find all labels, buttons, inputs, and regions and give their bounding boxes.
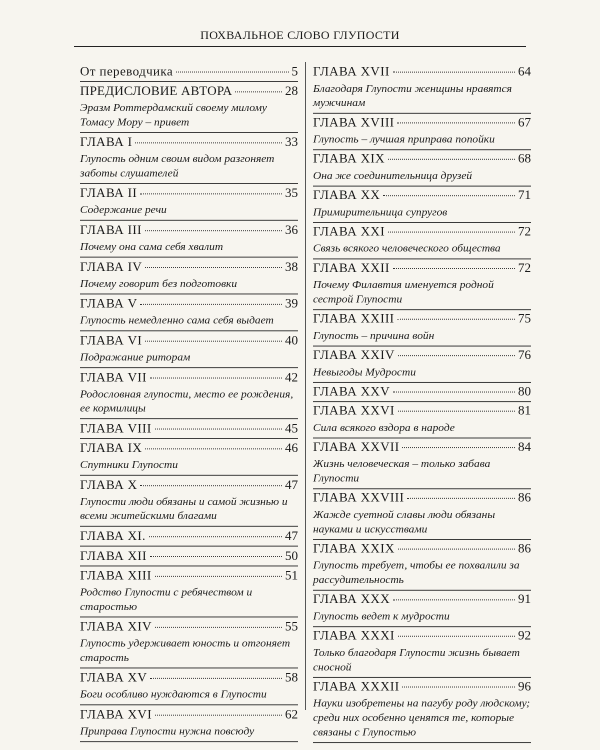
toc-title: ГЛАВА VII [80,370,147,385]
toc-page-number: 72 [518,223,531,239]
header-rule [74,46,526,47]
toc-entry[interactable] [313,64,531,114]
toc-page-number: 91 [518,591,531,607]
toc-title: ГЛАВА V [80,296,138,311]
toc-line [80,260,298,275]
toc-description: Глупость ведет к мудрости [313,610,450,623]
toc-line [313,64,531,79]
toc-description: Благодаря Глупости женщины нравятся мужчинам [313,83,512,110]
entry-rule [80,566,298,567]
toc-description: Глупость одним своим видом разгоняет заботы слушателей [80,153,275,180]
toc-title: ГЛАВА XIX [313,151,385,166]
leader-dots [155,576,282,577]
toc-description: Приправа Глупости нужна повсюду [80,726,255,738]
toc-title: ГЛАВА XXIX [313,540,395,556]
toc-entry[interactable] [313,384,531,402]
toc-description: Науки изобретены на пагубу роду людскому; среди них особенно ценятся те, которые связаны с Глупостью [313,698,531,739]
leader-dots [150,556,282,557]
toc-line [313,490,531,505]
entry-rule [313,258,531,259]
leader-dots [388,159,515,160]
toc-line [313,115,531,130]
leader-dots [176,72,288,73]
toc-entry[interactable] [313,188,531,223]
toc-entry[interactable] [313,347,531,382]
leader-dots [388,232,515,233]
entry-rule [80,257,298,258]
toc-line [80,619,298,634]
toc-entry[interactable] [80,619,298,668]
leader-dots [150,378,282,379]
toc-description: Глупость немедленно сама себя выдает [80,315,274,327]
toc-page-number: 86 [518,540,531,556]
toc-title: ГЛАВА XIII [80,568,152,583]
toc-entry[interactable] [313,311,531,346]
toc-line [80,670,298,685]
toc-description: Невыгоды Мудрости [313,366,416,379]
entry-rule [80,330,298,331]
entry-rule [313,222,531,223]
toc-line [80,186,298,201]
leader-dots [155,429,282,430]
toc-description: Почему говорит без подготовки [80,278,238,290]
toc-entry[interactable] [313,151,531,186]
leader-dots [155,715,282,716]
toc-line [80,478,298,493]
entry-rule [80,617,298,618]
leader-dots [140,193,282,194]
toc-line [313,403,531,418]
toc-description: Глупость удерживает юность и отгоняет старость [80,638,291,664]
entry-rule [313,382,531,383]
toc-page-number: 51 [285,568,298,583]
leader-dots [145,341,282,342]
toc-entry[interactable] [80,670,298,705]
entry-rule [80,81,298,82]
toc-title: ГЛАВА XXIV [313,347,395,362]
toc-page-number: 96 [518,678,531,694]
entry-rule [313,590,531,591]
toc-title: ГЛАВА VIII [80,421,152,436]
toc-page-number: 80 [518,383,531,399]
toc-title: ГЛАВА XXIII [313,311,395,326]
toc-page-number: 46 [285,440,298,455]
toc-description: Сила всякого вздора в народе [313,422,455,434]
toc-line [313,260,531,275]
toc-line [80,333,298,348]
toc-title: ГЛАВА XXII [313,260,390,275]
toc-page-number: 40 [285,333,298,348]
toc-title: ГЛАВА XXVIII [313,490,405,505]
toc-entry[interactable] [313,679,531,743]
toc-page-number: 39 [285,296,298,311]
toc-line [80,441,298,456]
entry-rule [80,704,298,705]
toc-line [313,384,531,399]
toc-title: ГЛАВА XVII [313,64,390,79]
entry-rule [313,401,531,402]
toc-title: ГЛАВА XXI [313,223,385,239]
leader-dots [150,678,282,679]
toc-title: ГЛАВА IX [80,440,143,455]
toc-page-number: 64 [518,64,531,79]
toc-title: ГЛАВА XV [80,670,148,685]
leader-dots [393,268,515,269]
leader-dots [145,230,282,231]
toc-entry[interactable] [80,707,298,742]
toc-line [313,592,531,607]
toc-description: Родство Глупости с ребячеством и старостью [80,587,253,613]
entry-rule [313,346,531,347]
toc-title: ГЛАВА XVI [80,707,152,722]
toc-entry[interactable] [313,541,531,591]
toc-line [80,370,298,385]
toc-line [80,64,298,79]
toc-description: Она же соединительница друзей [313,170,473,182]
leader-dots [402,687,515,688]
leader-dots [398,411,515,412]
toc-entry[interactable] [80,135,298,184]
leader-dots [135,142,282,143]
toc-line [80,421,298,436]
toc-title: ГЛАВА II [80,185,138,200]
toc-page-number: 81 [518,403,531,418]
toc-entry[interactable] [313,260,531,310]
toc-title: ГЛАВА XIV [80,619,152,634]
entry-rule [313,488,531,489]
leader-dots [155,627,282,628]
toc-line [80,223,298,238]
toc-page-number: 50 [285,548,298,563]
toc-line [80,568,298,583]
running-head: ПОХВАЛЬНОЕ СЛОВО ГЛУПОСТИ [200,28,400,42]
entry-rule [313,309,531,310]
toc-line [80,135,298,150]
entry-rule [313,539,531,540]
entry-rule [80,367,298,368]
leader-dots [393,72,515,73]
toc-page-number: 35 [285,185,298,200]
entry-rule [313,186,531,187]
toc-description: Подражание риторам [80,352,191,364]
toc-page-number: 72 [518,260,531,275]
toc-entry[interactable] [80,549,298,567]
toc-description: Эразм Роттердамский своему милому Томасу Мору – привет [80,102,267,129]
entry-rule [313,626,531,627]
toc-entry[interactable] [80,441,298,476]
toc-description: Связь всякого человеческого общества [313,243,501,255]
toc-entry[interactable] [313,115,531,150]
toc-title: ГЛАВА XXXI [313,628,395,643]
column-divider [305,62,306,710]
toc-page-number: 68 [518,151,531,166]
toc-title: ГЛАВА XXXII [313,678,400,694]
toc-page-number: 55 [285,619,298,634]
toc-page-number: 36 [285,222,298,237]
toc-page-number: 33 [285,134,298,149]
entry-rule [80,438,298,439]
toc-page-number: 42 [285,370,298,385]
entry-rule [80,741,298,742]
leader-dots [140,485,282,486]
toc-entry[interactable] [80,84,298,133]
toc-title: ГЛАВА XVIII [313,114,395,130]
toc-line [313,151,531,166]
leader-dots [145,448,282,449]
entry-rule [313,742,531,743]
toc-page-number: 28 [285,83,298,98]
toc-title: ГЛАВА XXV [313,383,390,399]
toc-entry[interactable] [313,403,531,438]
toc-line [313,628,531,643]
leader-dots [402,447,515,448]
toc-title: ПРЕДИСЛОВИЕ АВТОРА [80,83,233,98]
toc-title: ГЛАВА XXX [313,591,390,607]
entry-rule [313,677,531,678]
entry-rule [80,294,298,295]
entry-rule [80,183,298,184]
toc-line [313,188,531,203]
toc-line [313,439,531,454]
toc-entry[interactable] [80,296,298,331]
entry-rule [313,149,531,150]
toc-entry[interactable] [313,224,531,259]
toc-description: Примирительница супругов [313,206,448,219]
toc-title: ГЛАВА IV [80,259,143,274]
toc-line [80,296,298,311]
leader-dots [145,267,282,268]
toc-line [80,549,298,564]
leader-dots [149,536,282,537]
toc-line [313,679,531,694]
entry-rule [80,475,298,476]
toc-entry[interactable] [313,439,531,489]
toc-entry[interactable] [80,370,298,419]
toc-entry[interactable] [313,628,531,678]
leader-dots [407,498,515,499]
toc-page-number: 71 [518,187,531,202]
toc-page-number: 76 [518,347,531,362]
toc-title: ГЛАВА XXVI [313,403,395,418]
toc-entry[interactable] [80,478,298,527]
entry-rule [313,438,531,439]
toc-left-column [80,64,298,744]
toc-title: ГЛАВА III [80,222,142,237]
entry-rule [80,668,298,669]
leader-dots [393,599,515,600]
toc-entry[interactable] [80,421,298,439]
toc-description: Глупости люди обязаны и самой жизнью и всеми житейскими благами [80,496,288,523]
leader-dots [397,319,515,320]
entry-rule [80,220,298,221]
entry-rule [80,546,298,547]
toc-line [313,224,531,239]
toc-line [80,529,298,544]
leader-dots [397,122,515,123]
toc-page-number: 47 [285,528,298,543]
toc-title: ГЛАВА XII [80,548,147,563]
toc-description: Жизнь человеческая – только забава Глупости [313,458,491,485]
leader-dots [235,91,282,92]
toc-title: ГЛАВА XI. [80,528,146,543]
toc-description: Глупость – причина войн [313,330,435,342]
toc-page-number: 92 [518,628,531,643]
toc-page-number: 45 [285,421,298,436]
toc-entry[interactable] [80,568,298,617]
toc-description: Содержание речи [80,204,167,217]
toc-entry[interactable] [80,260,298,295]
toc-title: ГЛАВА XXVII [313,439,400,454]
toc-description: Глупость – лучшая приправа попойки [313,133,495,146]
leader-dots [393,392,515,393]
toc-entry[interactable] [313,490,531,540]
toc-entry[interactable] [80,186,298,221]
toc-page-number: 75 [518,311,531,326]
leader-dots [140,304,282,305]
entry-rule [80,526,298,527]
toc-line [80,84,298,99]
toc-title: ГЛАВА I [80,134,133,149]
toc-entry[interactable] [80,529,298,547]
toc-description: Только благодаря Глупости жизнь бывает сносной [313,647,520,674]
entry-rule [313,113,531,114]
toc-entry[interactable] [80,64,298,82]
toc-entry[interactable] [80,333,298,368]
toc-page-number: 67 [518,114,531,130]
toc-description: Глупость требует, чтобы ее похвалили за рассудительность [313,560,520,586]
toc-page-number: 58 [285,670,298,685]
toc-title: ГЛАВА X [80,477,138,492]
toc-description: Жажде суетной славы люди обязаны науками и искусствами [313,509,496,536]
toc-description: Родословная глупости, место ее рождения, ее кормилицы [80,388,294,415]
toc-page-number: 62 [285,707,298,722]
toc-title: ГЛАВА VI [80,333,143,348]
toc-line [313,541,531,556]
leader-dots [398,636,515,637]
toc-entry[interactable] [313,592,531,627]
toc-title: От переводчика [80,64,174,79]
toc-description: Боги особливо нуждаются в Глупости [80,689,267,701]
toc-line [313,347,531,362]
toc-description: Почему она сама себя хвалит [80,241,224,253]
toc-line [313,311,531,326]
toc-description: Спутники Глупости [80,459,178,472]
leader-dots [398,355,515,356]
leader-dots [398,549,515,550]
toc-page-number: 86 [518,490,531,505]
toc-right-column [313,64,531,744]
entry-rule [80,418,298,419]
toc-entry[interactable] [80,223,298,258]
toc-page-number: 47 [285,477,298,492]
leader-dots [383,195,515,196]
toc-title: ГЛАВА XX [313,187,381,202]
toc-page-number: 5 [291,64,298,79]
toc-page-number: 38 [285,259,298,274]
toc-page-number: 84 [518,439,531,454]
entry-rule [80,132,298,133]
toc-line [80,707,298,722]
toc-description: Почему Филавтия именуется родной сестрой Глупости [313,279,494,306]
